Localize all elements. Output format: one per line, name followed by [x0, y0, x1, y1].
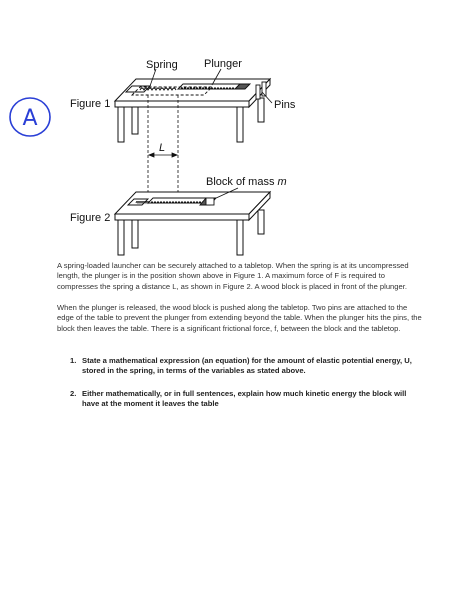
- label-block-text: Block of mass: [206, 176, 278, 188]
- label-block: [206, 176, 287, 188]
- label-L: L: [159, 142, 166, 154]
- question-1-text: State a mathematical expression (an equation) for the amount of elastic potential energy, U, stored in the spring, in terms of the variables as stated above.: [82, 356, 412, 376]
- question-1-number: 1.: [70, 356, 77, 365]
- wood-block: [206, 198, 214, 205]
- label-block-mass: m: [277, 176, 287, 188]
- label-plunger: Plunger: [204, 58, 242, 70]
- label-figure-2: Figure 2: [70, 212, 111, 224]
- question-2: [70, 389, 422, 410]
- label-spring: Spring: [146, 59, 178, 71]
- problem-paragraph-1: A spring-loaded launcher can be securely attached to a tabletop. When the spring is at its uncompressed length, the plunger is in the position shown above in Figure 1. A maximum force of F is required to compresses the spring a distance L, as shown in Figure 2. A wood block is placed in front of the plunger.: [57, 261, 409, 291]
- question-2-text: Either mathematically, or in full sentences, explain how much kinetic energy the block will have at the moment it leaves the table: [82, 389, 407, 409]
- problem-paragraph-2: When the plunger is released, the wood block is pushed along the tabletop. Two pins are attached to the edge of the table to prevent the plunger from extending beyond the table. When the plunger hits the pins, the block then leaves the table. There is a significant frictional force, f, between the block and the tabletop.: [57, 303, 422, 333]
- label-figure-1: Figure 1: [70, 98, 111, 110]
- compression-dimension: [148, 95, 178, 200]
- spring-launcher-figure: [0, 0, 474, 260]
- handwritten-answer-mark: [10, 98, 50, 136]
- question-2-number: 2.: [70, 389, 77, 398]
- question-1: [70, 356, 422, 377]
- label-pins: Pins: [274, 99, 296, 111]
- handwritten-letter: A: [22, 106, 38, 131]
